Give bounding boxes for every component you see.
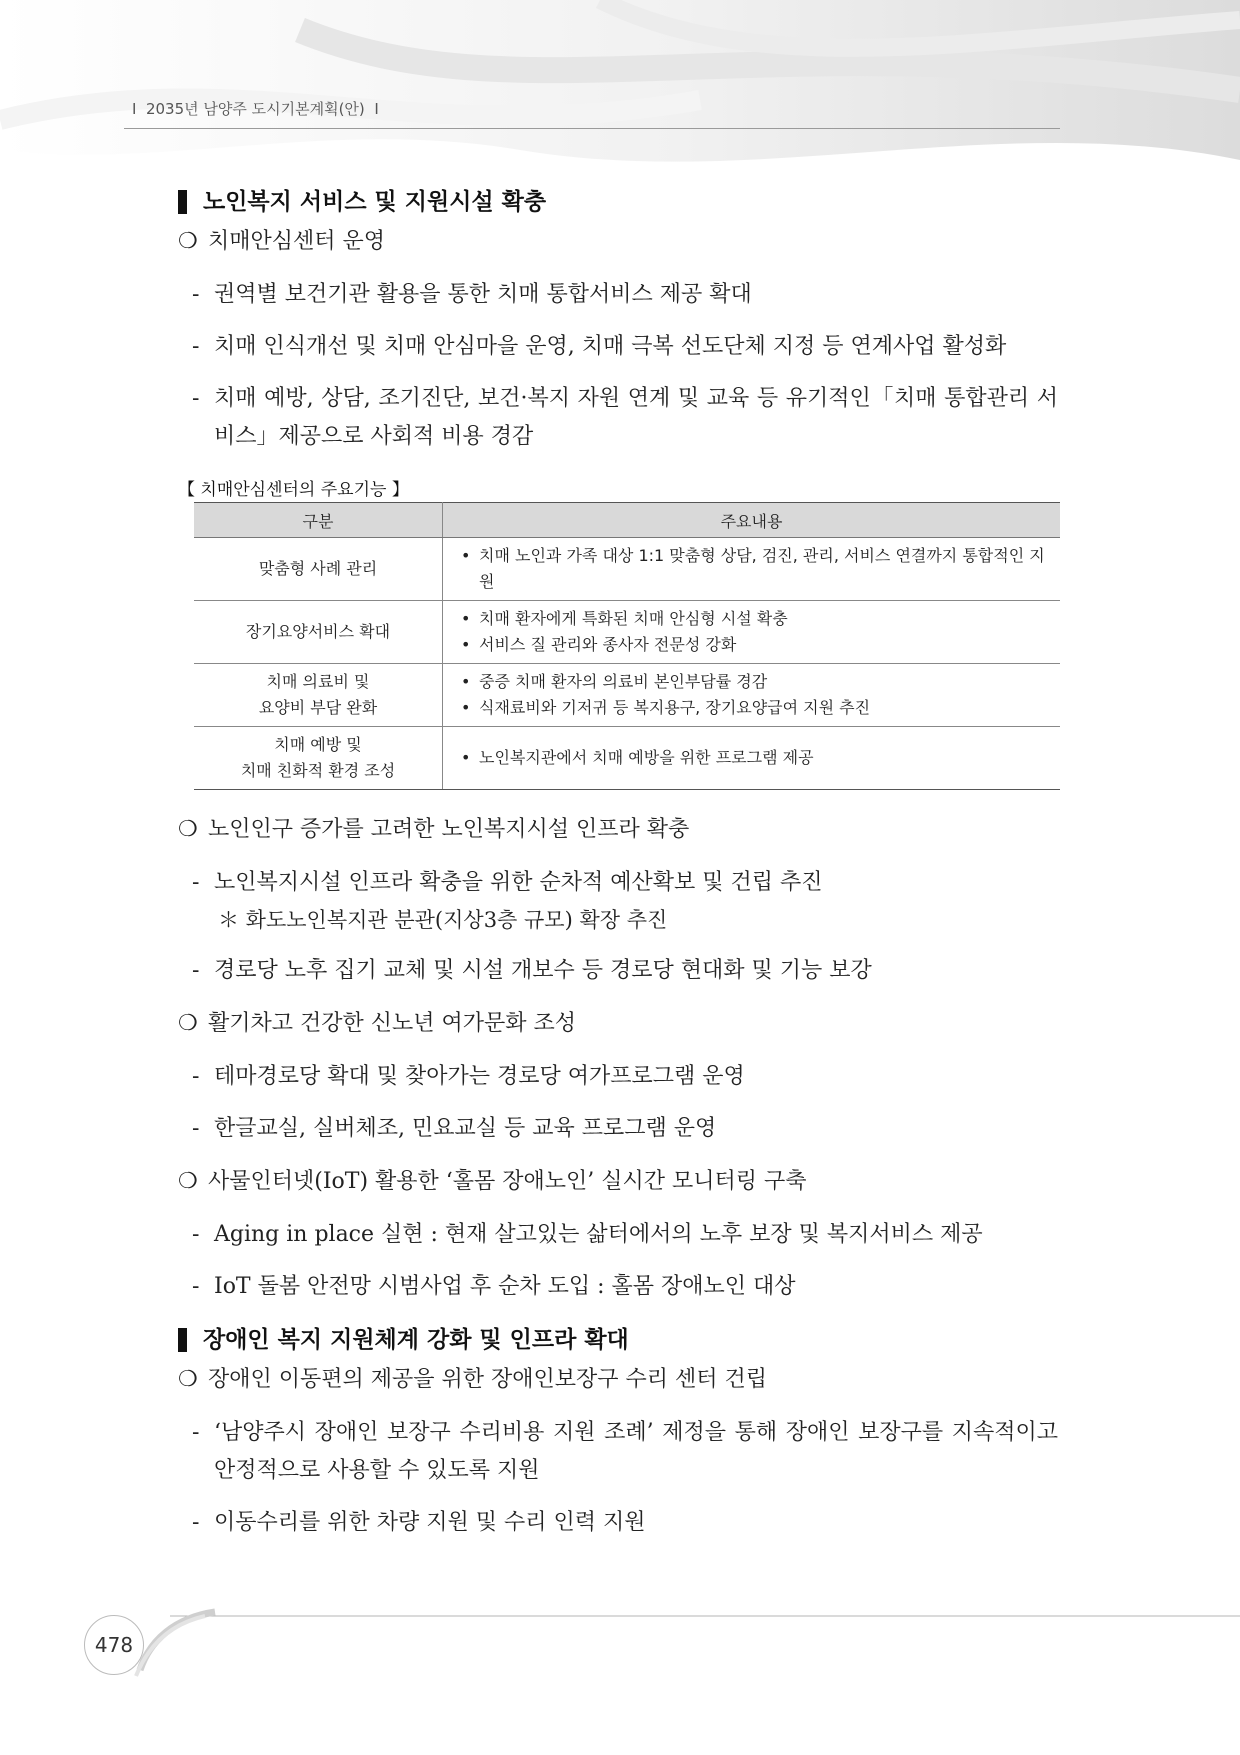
section-title	[178, 182, 1058, 222]
bullet-text: 서비스 질 관리와 종사자 전문성 강화	[479, 635, 737, 654]
dash-item	[178, 328, 1058, 366]
table-row	[194, 727, 1060, 790]
circle-item	[178, 1162, 1058, 1202]
row-label	[194, 601, 443, 664]
dash-mark: -	[192, 1510, 200, 1535]
row-label-line: 요양비 부담 완화	[258, 698, 378, 717]
item-heading: 노인인구 증가를 고려한 노인복지시설 인프라 확충	[208, 817, 690, 842]
dash-mark: -	[192, 1420, 200, 1445]
circle-bullet-icon: ❍	[178, 1011, 198, 1036]
section-title	[178, 1320, 1058, 1360]
dash-text: 노인복지시설 인프라 확충을 위한 순차적 예산확보 및 건립 추진	[214, 870, 823, 895]
row-content	[443, 538, 1061, 601]
dash-text: 경로당 노후 집기 교체 및 시설 개보수 등 경로당 현대화 및 기능 보강	[214, 958, 872, 983]
circle-item	[178, 810, 1058, 850]
row-label-line: 맞춤형 사례 관리	[258, 559, 378, 578]
circle-bullet-icon: ❍	[178, 817, 198, 842]
table-row	[194, 538, 1060, 601]
item-heading: 활기차고 건강한 신노년 여가문화 조성	[208, 1011, 577, 1036]
dash-mark: -	[192, 334, 200, 359]
section-title-text: 장애인 복지 지원체계 강화 및 인프라 확대	[203, 1327, 629, 1353]
section-title-text: 노인복지 서비스 및 지원시설 확충	[203, 189, 547, 215]
row-label	[194, 664, 443, 727]
dash-text: ‘남양주시 장애인 보장구 수리비용 지원 조례’ 제정을 통해 장애인 보장구를 지속적이고 안정적으로 사용할 수 있도록 지원	[214, 1420, 1058, 1483]
row-label-line: 치매 친화적 환경 조성	[240, 761, 396, 780]
dash-item	[178, 1058, 1058, 1096]
row-label-line: 치매 의료비 및	[266, 672, 370, 691]
circle-bullet-icon: ❍	[178, 1367, 198, 1392]
circle-bullet-icon: ❍	[178, 229, 198, 254]
dash-text: 한글교실, 실버체조, 민요교실 등 교육 프로그램 운영	[214, 1116, 717, 1141]
dash-text: Aging in place 실현 : 현재 살고있는 삶터에서의 노후 보장 및 복지서비스 제공	[214, 1222, 983, 1247]
row-label-line: 치매 예방 및	[274, 735, 362, 754]
dash-mark: -	[192, 1064, 200, 1089]
page-number: 478	[84, 1615, 144, 1675]
dash-mark: -	[192, 282, 200, 307]
row-content	[443, 727, 1061, 790]
bullet-icon: •	[461, 546, 471, 565]
bullet-text: 노인복지관에서 치매 예방을 위한 프로그램 제공	[479, 748, 814, 767]
dash-item	[178, 1414, 1058, 1490]
dash-mark: -	[192, 1116, 200, 1141]
dash-text: IoT 돌봄 안전망 시범사업 후 순차 도입 : 홀몸 장애노인 대상	[214, 1274, 796, 1299]
footer-swoosh-decoration	[0, 1580, 1240, 1755]
table-header-content: 주요내용	[443, 503, 1061, 538]
table-row	[194, 664, 1060, 727]
header-divider-right: I	[364, 100, 379, 118]
content-bullet	[453, 606, 1050, 632]
bullet-text: 치매 노인과 가족 대상 1:1 맞춤형 상담, 검진, 관리, 서비스 연결까지 통합적인 지원	[479, 546, 1045, 591]
dash-text: 테마경로당 확대 및 찾아가는 경로당 여가프로그램 운영	[214, 1064, 745, 1089]
bullet-text: 치매 환자에게 특화된 치매 안심형 시설 확충	[479, 609, 788, 628]
content-bullet	[453, 695, 1050, 721]
circle-item	[178, 222, 1058, 262]
table-row	[194, 601, 1060, 664]
running-header	[132, 98, 379, 119]
row-label	[194, 538, 443, 601]
table-header-category: 구분	[194, 503, 443, 538]
dash-mark: -	[192, 958, 200, 983]
dash-item	[178, 1504, 1058, 1542]
item-heading: 사물인터넷(IoT) 활용한 ‘홀몸 장애노인’ 실시간 모니터링 구축	[208, 1169, 807, 1194]
dash-mark: -	[192, 1274, 200, 1299]
content-bullet	[453, 669, 1050, 695]
item-heading: 장애인 이동편의 제공을 위한 장애인보장구 수리 센터 건립	[208, 1367, 768, 1392]
item-heading: 치매안심센터 운영	[208, 229, 386, 254]
dash-item	[178, 1268, 1058, 1306]
dash-text: 권역별 보건기관 활용을 통한 치매 통합서비스 제공 확대	[214, 282, 752, 307]
header-divider-left: I	[132, 100, 146, 118]
dash-item	[178, 380, 1058, 456]
dash-item	[178, 1216, 1058, 1254]
page-body	[178, 182, 1058, 1542]
dash-item	[178, 952, 1058, 990]
content-bullet	[453, 632, 1050, 658]
dash-mark: -	[192, 386, 200, 411]
row-content	[443, 601, 1061, 664]
bullet-text: 식재료비와 기저귀 등 복지용구, 장기요양급여 지원 추진	[479, 698, 871, 717]
bullet-text: 중증 치매 환자의 의료비 본인부담률 경감	[479, 672, 768, 691]
bullet-icon: •	[461, 672, 471, 691]
row-content	[443, 664, 1061, 727]
bullet-icon: •	[461, 635, 471, 654]
dash-text: 치매 인식개선 및 치매 안심마을 운영, 치매 극복 선도단체 지정 등 연계사업 활성화	[214, 334, 1007, 359]
running-title: 2035년 남양주 도시기본계획(안)	[145, 100, 365, 118]
bullet-icon: •	[461, 698, 471, 717]
bullet-icon: •	[461, 609, 471, 628]
row-label	[194, 727, 443, 790]
dash-mark: -	[192, 1222, 200, 1247]
header-rule	[124, 128, 1060, 129]
content-bullet	[453, 745, 1050, 771]
circle-item	[178, 1004, 1058, 1044]
header-wave-decoration	[0, 0, 1240, 190]
dash-text: 치매 예방, 상담, 조기진단, 보건·복지 자원 연계 및 교육 등 유기적인「치매 통합관리 서비스」제공으로 사회적 비용 경감	[214, 386, 1058, 449]
table-header-row	[194, 503, 1060, 538]
dash-item	[178, 864, 1058, 902]
section-bar-icon	[178, 190, 187, 214]
dash-item	[178, 276, 1058, 314]
row-label-line: 장기요양서비스 확대	[245, 622, 391, 641]
dash-text: 이동수리를 위한 차량 지원 및 수리 인력 지원	[214, 1510, 646, 1535]
footnote: ＊ 화도노인복지관 분관(지상3층 규모) 확장 추진	[218, 908, 668, 932]
circle-bullet-icon: ❍	[178, 1169, 198, 1194]
table-caption: 【 치매안심센터의 주요기능 】	[178, 480, 409, 500]
circle-item	[178, 1360, 1058, 1400]
functions-table	[194, 502, 1060, 790]
content-bullet	[453, 543, 1050, 595]
dash-mark: -	[192, 870, 200, 895]
bullet-icon: •	[461, 748, 471, 767]
dash-item	[178, 1110, 1058, 1148]
section-bar-icon	[178, 1328, 187, 1352]
